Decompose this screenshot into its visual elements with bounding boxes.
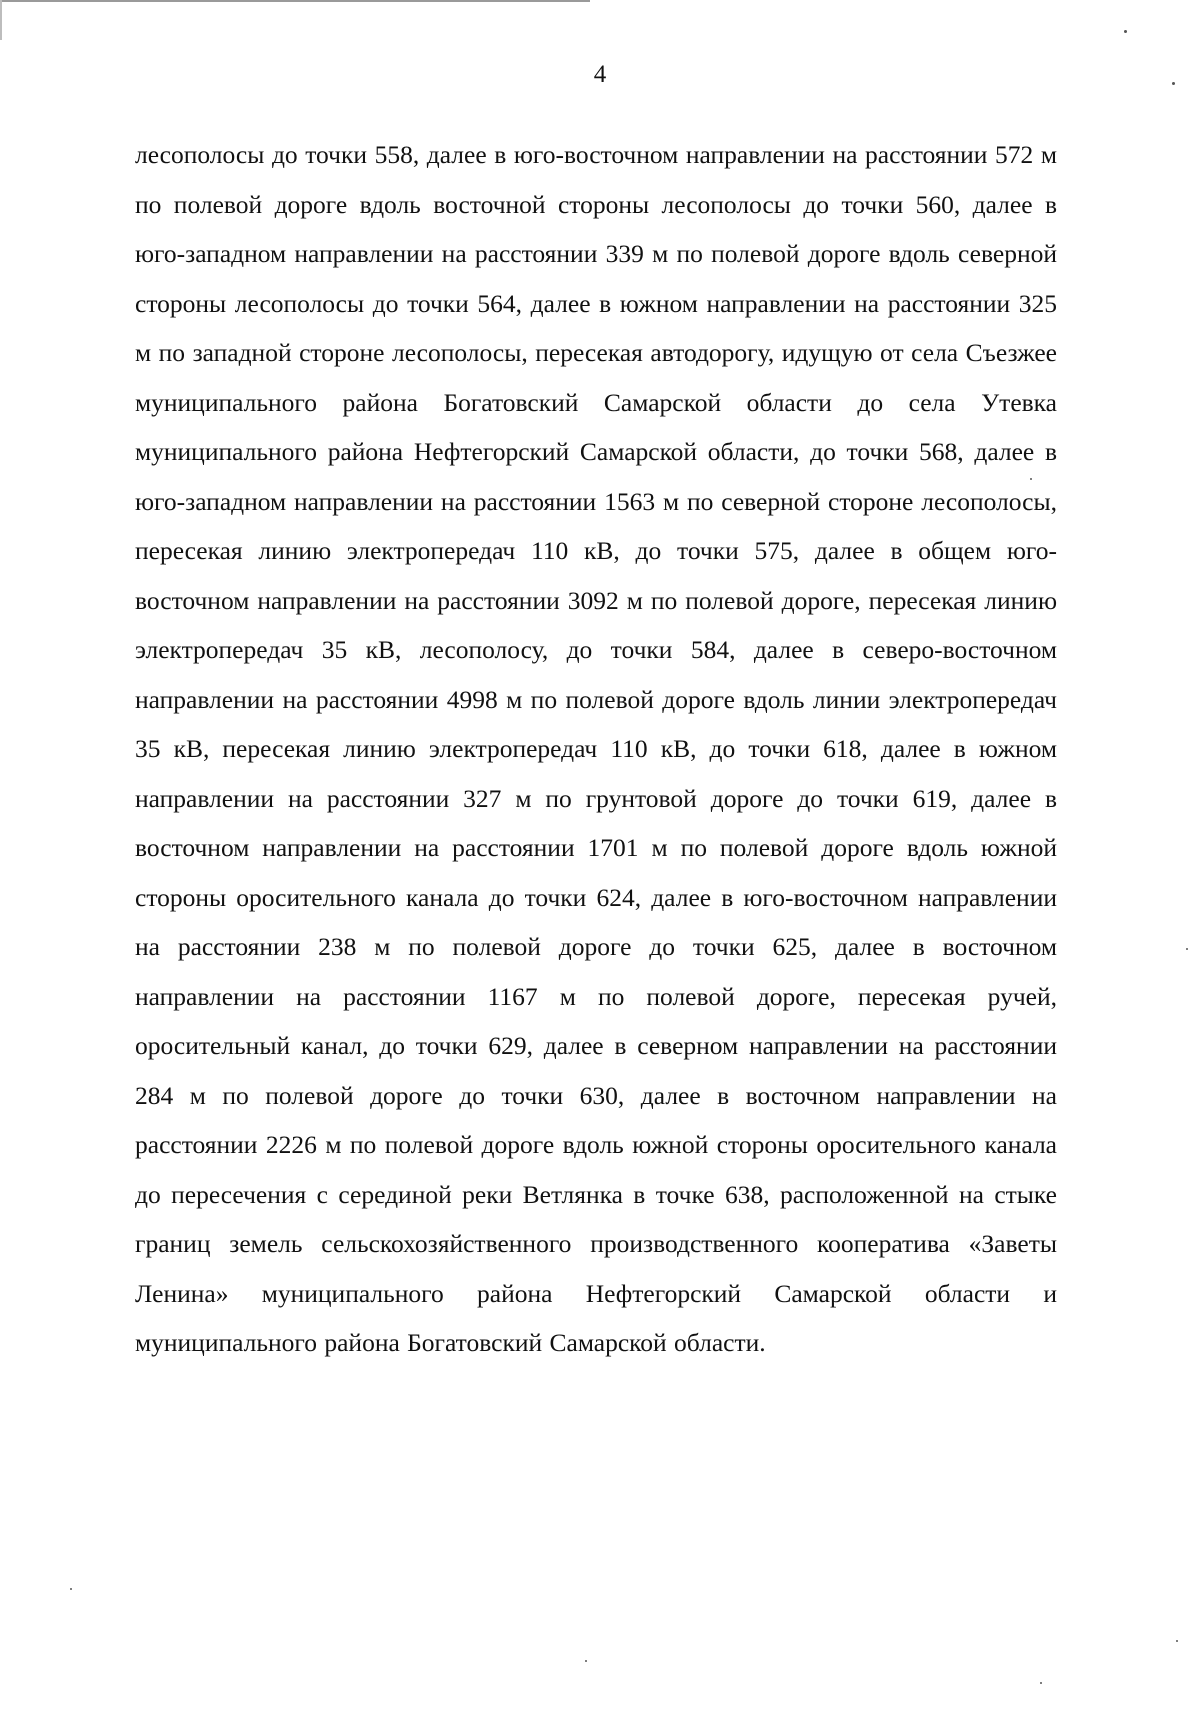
scan-speck bbox=[70, 1588, 72, 1590]
scan-speck bbox=[1124, 30, 1127, 33]
body-paragraph: лесополосы до точки 558, далее в юго-восточном направлении на расстоянии 572 м по полевой дороге вдоль восточной стороны лесополосы до точки 560, далее в юго-западном направлении на расстоянии 339 м по полевой дороге вдоль северной стороны лесополосы до точки 564, далее в южном направлении на расстоянии 325 м по западной стороне лесополосы, пересекая автодорогу, идущую от села Съезжее муниципального района Богатовский Самарской области до села Утевка муниципального района Нефтегорский Самарской области, до точки 568, далее в юго-западном направлении на расстоянии 1563 м по северной стороне лесополосы, пересекая линию электропередач 110 кВ, до точки 575, далее в общем юго-восточном направлении на расстоянии 3092 м по полевой дороге, пересекая линию электропередач 35 кВ, лесополосу, до точки 584, далее в северо-восточном направлении на расстоянии 4998 м по полевой дороге вдоль линии электропередач 35 кВ, пересекая линию электропередач 110 кВ, до точки 618, далее в южном направлении на расстоянии 327 м по грунтовой дороге до точки 619, далее в восточном направлении на расстоянии 1701 м по полевой дороге вдоль южной стороны оросительного канала до точки 624, далее в юго-восточном направлении на расстоянии 238 м по полевой дороге до точки 625, далее в восточном направлении на расстоянии 1167 м по полевой дороге, пересекая ручей, оросительный канал, до точки 629, далее в северном направлении на расстоянии 284 м по полевой дороге до точки 630, далее в восточном направлении на расстоянии 2226 м по полевой дороге вдоль южной стороны оросительного канала до пересечения с серединой реки Ветлянка в точке 638, расположенной на стыке границ земель сельскохозяйственного производственного кооператива «Заветы Ленина» муниципального района Нефтегорский Самарской области и муниципального района Богатовский Самарской области. bbox=[135, 140, 1057, 1357]
scan-edge-left bbox=[0, 0, 2, 40]
scan-edge-top bbox=[0, 0, 590, 2]
page-number: 4 bbox=[593, 61, 607, 88]
scan-speck bbox=[1176, 1640, 1178, 1642]
scan-speck bbox=[1030, 478, 1032, 480]
scan-speck bbox=[1172, 82, 1175, 85]
scan-speck bbox=[585, 1660, 587, 1662]
scan-speck bbox=[1040, 1682, 1042, 1684]
scan-speck bbox=[1186, 948, 1188, 950]
